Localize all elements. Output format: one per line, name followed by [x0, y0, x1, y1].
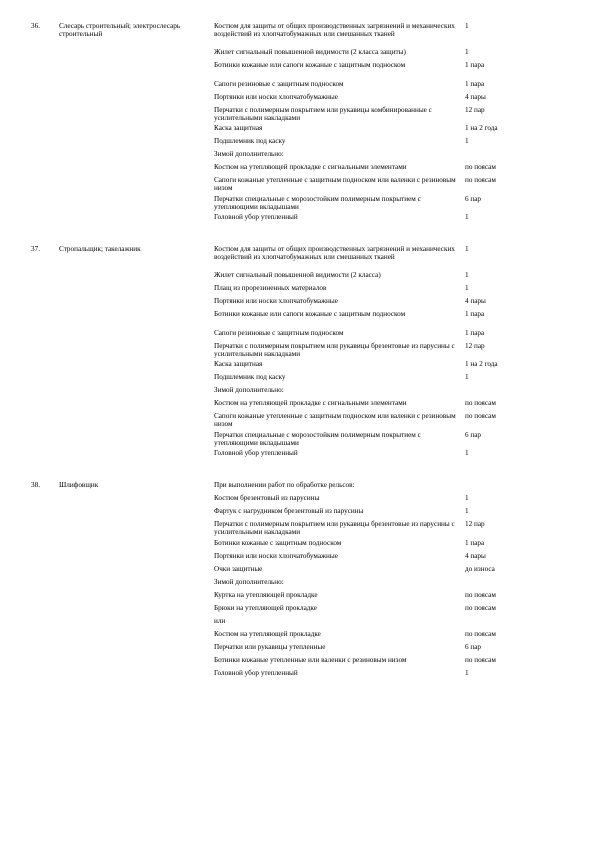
ppe-quantity: 4 пары — [465, 551, 486, 560]
ppe-quantity: по поясам — [465, 655, 496, 664]
ppe-quantity: до износа — [465, 564, 495, 573]
ppe-quantity: по поясам — [465, 629, 496, 638]
ppe-item-name: Каска защитная — [214, 360, 263, 368]
ppe-quantity: по поясам — [465, 412, 496, 420]
ppe-item-name: Костюм брезентовый из парусины — [214, 494, 320, 502]
ppe-row — [0, 150, 595, 163]
ppe-row — [0, 539, 595, 552]
ppe-item-name: Ботинки кожаные с защитным подноском — [214, 538, 342, 547]
ppe-quantity: по поясам — [465, 163, 496, 171]
ppe-row — [0, 412, 595, 431]
ppe-item-name: Головной убор утепленный — [214, 449, 298, 457]
ppe-row — [0, 297, 595, 310]
ppe-item-name: Сапоги кожаные утепленные с защитным подноском или валенки с резиновым низом — [214, 412, 456, 428]
ppe-row — [0, 399, 595, 412]
ppe-row — [0, 520, 595, 539]
ppe-item-name: Плащ из прорезиненных материалов — [214, 284, 327, 292]
ppe-row — [0, 591, 595, 604]
ppe-row — [0, 329, 595, 342]
ppe-item-name: Перчатки или рукавицы утепленные — [214, 642, 326, 651]
ppe-row — [0, 80, 595, 93]
ppe-row — [0, 565, 595, 578]
item-number: 36. — [31, 22, 40, 30]
ppe-item-name: Фартук с нагрудником брезентовый из парусины — [214, 507, 364, 515]
ppe-quantity: 1 — [465, 284, 469, 292]
ppe-item-name: Жилет сигнальный повышенной видимости (2 класса) — [214, 271, 381, 279]
ppe-row — [0, 449, 595, 462]
profession-name: Слесарь строительный; электрослесарь строительный — [59, 22, 181, 38]
ppe-quantity: 12 пар — [465, 341, 485, 350]
ppe-row — [0, 48, 595, 61]
ppe-row — [0, 271, 595, 284]
ppe-quantity: 1 — [465, 507, 469, 515]
ppe-row — [0, 360, 595, 373]
ppe-quantity: 1 — [465, 271, 469, 279]
ppe-row — [0, 507, 595, 520]
ppe-quantity: 1 на 2 года — [465, 124, 498, 132]
ppe-item-name: Ботинки кожаные или сапоги кожаные с защитным подноском — [214, 61, 406, 69]
norm-group-37 — [0, 245, 595, 462]
ppe-row — [0, 106, 595, 125]
ppe-quantity: по поясам — [465, 603, 496, 612]
ppe-row — [0, 22, 595, 48]
ppe-list — [0, 481, 595, 682]
ppe-quantity: 12 пар — [465, 520, 485, 528]
ppe-quantity: 1 — [465, 213, 469, 221]
ppe-row — [0, 643, 595, 656]
profession-name: Стропальщик; такелажник — [59, 245, 141, 253]
ppe-quantity: по поясам — [465, 399, 496, 407]
norm-group-36 — [0, 22, 595, 226]
ppe-quantity: 4 пары — [465, 297, 486, 305]
ppe-quantity: 1 на 2 года — [465, 360, 498, 368]
ppe-quantity: 4 пары — [465, 92, 486, 101]
ppe-row — [0, 176, 595, 195]
ppe-item-name: Костюм для защиты от общих производственных загрязнений и механических воздействий из хлопчатобумажных или смешанных тканей — [214, 22, 455, 38]
ppe-quantity: 1 — [465, 494, 469, 502]
ppe-list — [0, 245, 595, 462]
ppe-item-name: Ботинки кожаные или сапоги кожаные с защитным подноском — [214, 310, 406, 318]
ppe-row — [0, 604, 595, 617]
ppe-row — [0, 373, 595, 386]
ppe-row — [0, 431, 595, 450]
ppe-quantity: 1 пара — [465, 538, 485, 547]
ppe-quantity: 6 пар — [465, 430, 482, 439]
ppe-quantity: по поясам — [465, 176, 496, 184]
ppe-row — [0, 342, 595, 361]
ppe-item-name: Портянки или носки хлопчатобумажные — [214, 92, 338, 101]
ppe-quantity: 6 пар — [465, 642, 482, 651]
ppe-row — [0, 310, 595, 329]
profession-name: Шлифовщик — [59, 481, 99, 489]
ppe-item-name: Головной убор утепленный — [214, 668, 298, 677]
ppe-item-name: Перчатки с полимерным покрытием или рукавицы брезентовые из парусины с усилительными накладками — [214, 520, 455, 536]
ppe-row — [0, 552, 595, 565]
ppe-quantity: 1 пара — [465, 310, 485, 318]
ppe-item-name: Зимой дополнительно: — [214, 386, 284, 394]
ppe-item-name: Костюм на утепляющей прокладке с сигнальными элементами — [214, 163, 407, 171]
ppe-row — [0, 195, 595, 214]
ppe-item-name: Сапоги резиновые с защитным подноском — [214, 328, 344, 337]
ppe-quantity: 1 — [465, 137, 469, 145]
ppe-row — [0, 245, 595, 271]
ppe-item-name: Костюм на утепляющей прокладке с сигнальными элементами — [214, 399, 407, 407]
ppe-item-name: Сапоги резиновые с защитным подноском — [214, 79, 344, 88]
ppe-row — [0, 213, 595, 226]
ppe-item-name: Каска защитная — [214, 124, 263, 132]
ppe-item-name: Костюм для защиты от общих производственных загрязнений и механических воздействий из хлопчатобумажных или смешанных тканей — [214, 245, 455, 261]
item-number: 37. — [31, 245, 40, 253]
ppe-row — [0, 137, 595, 150]
ppe-item-name: Портянки или носки хлопчатобумажные — [214, 297, 338, 305]
ppe-item-name: При выполнении работ по обработке рельсов: — [214, 481, 355, 489]
ppe-row — [0, 669, 595, 682]
ppe-quantity: 1 — [465, 22, 469, 30]
ppe-quantity: 1 — [465, 449, 469, 457]
ppe-item-name: Костюм на утепляющей прокладке — [214, 629, 321, 638]
ppe-item-name: Портянки или носки хлопчатобумажные — [214, 551, 338, 560]
ppe-row — [0, 386, 595, 399]
ppe-quantity: 1 — [465, 245, 469, 253]
ppe-row — [0, 630, 595, 643]
ppe-quantity: 1 — [465, 668, 469, 677]
ppe-item-name: Брюки на утепляющей прокладке — [214, 603, 317, 612]
ppe-item-name: Сапоги кожаные утепленные с защитным подноском или валенки с резиновым низом — [214, 176, 456, 192]
ppe-quantity: 1 — [465, 48, 469, 56]
ppe-item-name: Ботинки кожаные утепленные или валенки с резиновым низом — [214, 655, 407, 664]
ppe-item-name: Перчатки с полимерным покрытием или рукавицы комбинированные с усилительными накладками — [214, 105, 432, 122]
ppe-item-name: или — [214, 616, 226, 625]
ppe-item-name: Перчатки специальные с морозостойким полимерным покрытием с утепляющими вкладышами — [214, 194, 421, 211]
ppe-row — [0, 617, 595, 630]
ppe-quantity: 1 пара — [465, 328, 485, 337]
ppe-row — [0, 481, 595, 494]
ppe-item-name: Подшлемник под каску — [214, 373, 286, 381]
ppe-quantity: 1 — [465, 373, 469, 381]
ppe-quantity: 1 пара — [465, 61, 485, 69]
ppe-row — [0, 124, 595, 137]
ppe-item-name: Зимой дополнительно: — [214, 577, 284, 586]
ppe-list — [0, 22, 595, 226]
ppe-item-name: Перчатки с полимерным покрытием или рукавицы брезентовые из парусины с усилительными накладками — [214, 341, 455, 358]
ppe-quantity: 6 пар — [465, 194, 482, 203]
ppe-row — [0, 61, 595, 80]
ppe-row — [0, 163, 595, 176]
ppe-item-name: Головной убор утепленный — [214, 213, 298, 221]
ppe-row — [0, 93, 595, 106]
ppe-row — [0, 494, 595, 507]
ppe-item-name: Зимой дополнительно: — [214, 150, 284, 158]
ppe-item-name: Перчатки специальные с морозостойким полимерным покрытием с утепляющими вкладышами — [214, 430, 421, 447]
item-number: 38. — [31, 481, 40, 489]
ppe-quantity: по поясам — [465, 590, 496, 599]
ppe-item-name: Подшлемник под каску — [214, 137, 286, 145]
ppe-quantity: 1 пара — [465, 79, 485, 88]
ppe-row — [0, 656, 595, 669]
ppe-item-name: Куртка на утепляющей прокладке — [214, 590, 318, 599]
ppe-row — [0, 284, 595, 297]
ppe-row — [0, 578, 595, 591]
ppe-item-name: Очки защитные — [214, 564, 263, 573]
ppe-item-name: Жилет сигнальный повышенной видимости (2 класса защиты) — [214, 48, 406, 56]
norm-group-38 — [0, 481, 595, 682]
ppe-quantity: 12 пар — [465, 105, 485, 114]
